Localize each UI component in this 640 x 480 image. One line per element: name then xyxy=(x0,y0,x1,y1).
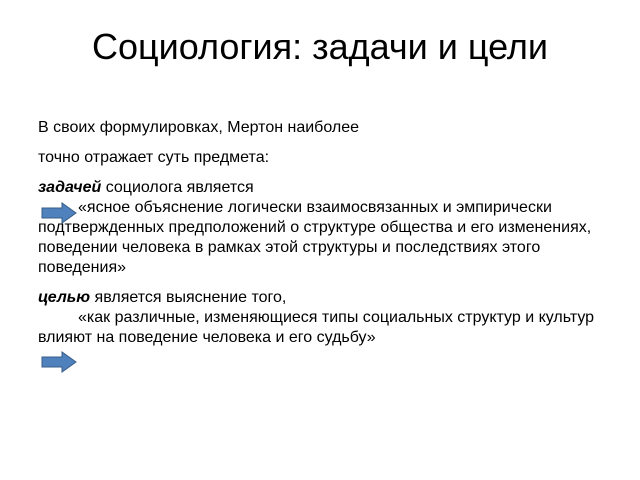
intro-line-2: точно отражает суть предмета: xyxy=(38,149,270,166)
quote-goal-text: «как различные, изменяющиеся типы социальных структур и культур влияют на поведение человека и его судьбу» xyxy=(38,309,595,346)
slide-title: Социология: задачи и цели xyxy=(91,26,549,67)
goal-label: целью xyxy=(38,289,91,306)
goal-rest: является выяснение того, xyxy=(90,289,287,306)
quote-task-text: «ясное объяснение логически взаимосвязанных и эмпирически подтвержденных предположений о структуре общества и его изменениях, поведении человека в рамках этой структуры и последствиях этого поведения» xyxy=(38,199,592,276)
task-line xyxy=(38,178,610,198)
right-arrow-icon xyxy=(40,351,78,373)
task-label: задачей xyxy=(38,179,102,196)
task-rest: социолога является xyxy=(101,179,254,196)
quote-goal xyxy=(38,308,610,348)
slide-body xyxy=(38,118,610,348)
right-arrow-icon xyxy=(40,202,78,224)
quote-task xyxy=(38,198,610,278)
intro-line-1: В своих формулировках, Мертон наиболее xyxy=(38,119,360,136)
goal-line xyxy=(38,288,610,308)
